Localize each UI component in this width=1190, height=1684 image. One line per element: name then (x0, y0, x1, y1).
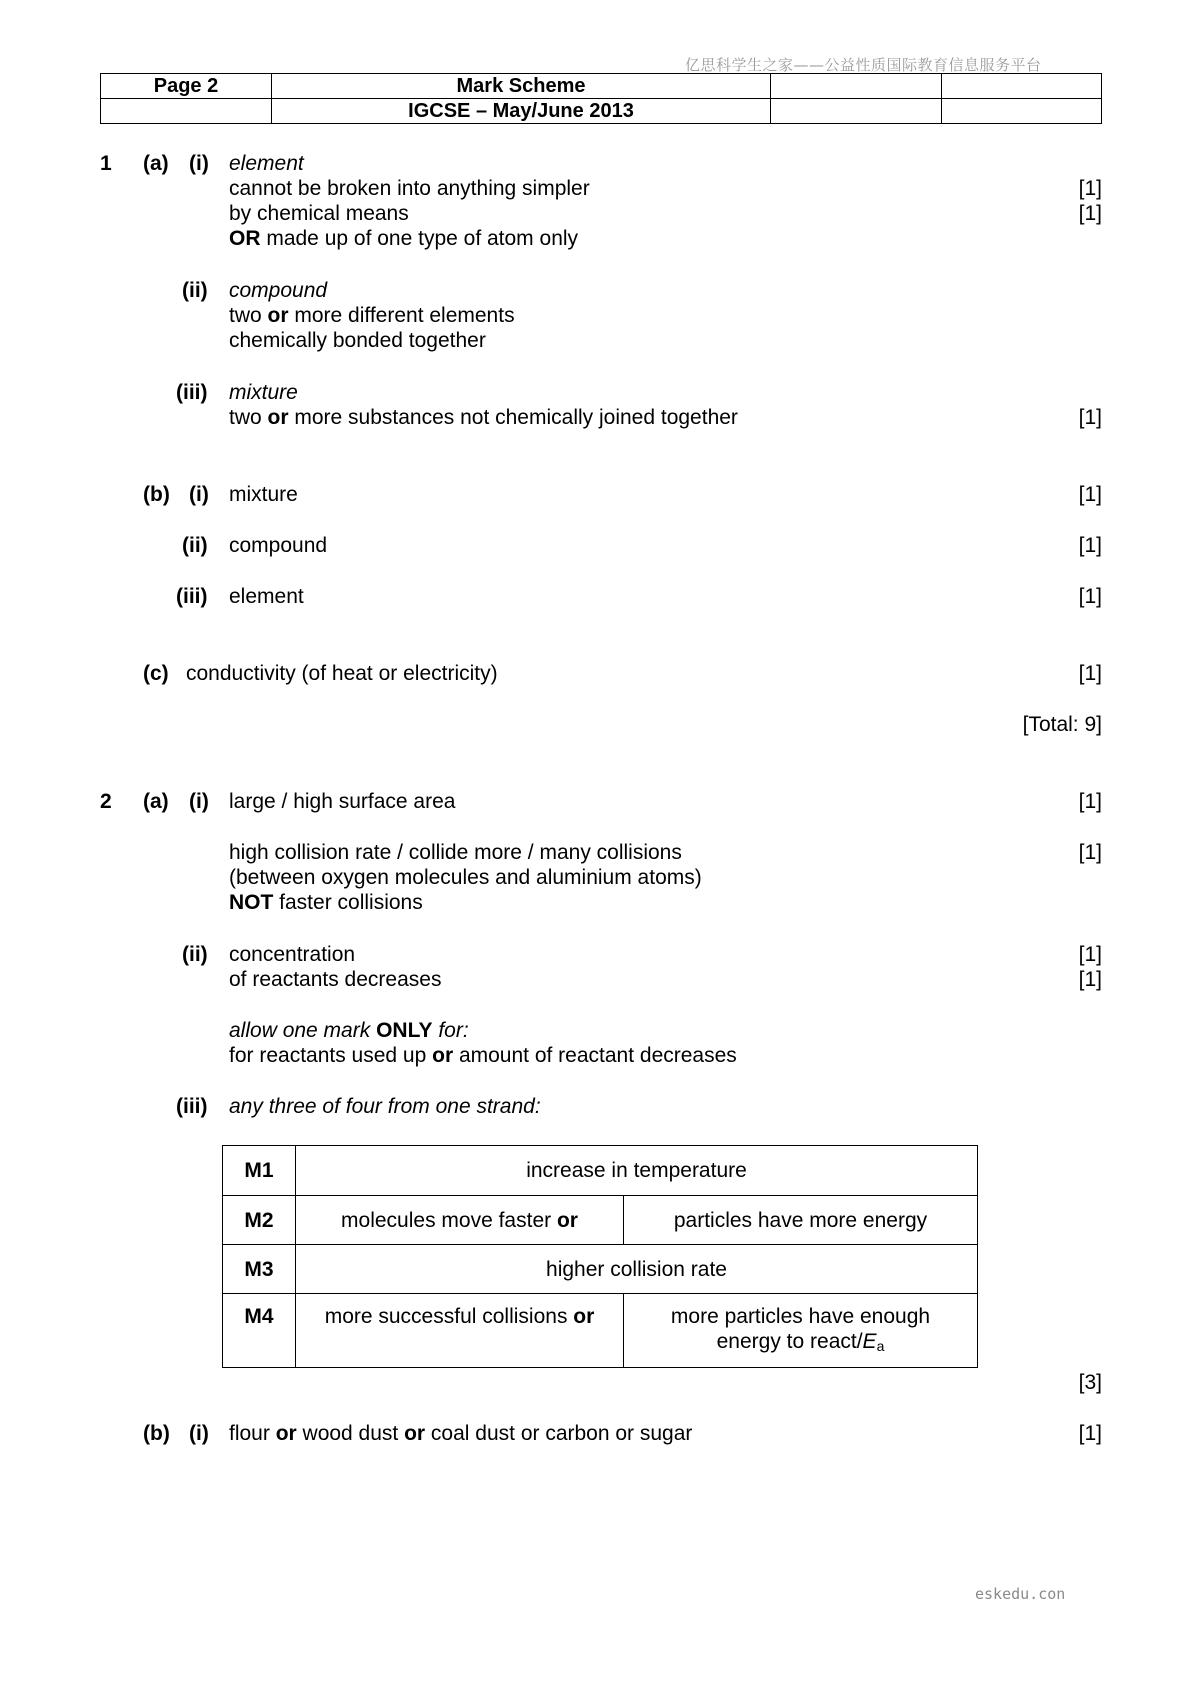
strand-m4-right (624, 1294, 978, 1368)
q2-a-ii-mark1: [1] (1078, 943, 1102, 966)
header-title: Mark Scheme (272, 74, 771, 99)
q2-a-ii-mark2: [1] (1078, 968, 1102, 991)
header-empty-3 (101, 99, 272, 124)
strand-m4-left: more successful collisions or (296, 1294, 624, 1368)
q1-a-iii-mark: [1] (1078, 406, 1102, 429)
strand-row-m4 (223, 1294, 978, 1368)
q2-number: 2 (100, 790, 112, 813)
q2-a-i-line2: high collision rate / collide more / many collisions (229, 841, 682, 864)
strand-m4-right-line2: energy to react/$E_a$ (716, 1330, 885, 1354)
q2-b-i-text: flour or wood dust or coal dust or carbon or sugar (229, 1422, 693, 1445)
q2-a-iii-intro: any three of four from one strand: (229, 1095, 541, 1118)
strand-table (222, 1145, 978, 1368)
strand-m3-text: higher collision rate (296, 1245, 978, 1294)
q1-b-i-label: (i) (189, 483, 209, 506)
q1-c-label: (c) (143, 662, 169, 685)
q1-a-iii-line1: two or more substances not chemically joined together (229, 406, 738, 429)
q1-b-ii-mark: [1] (1078, 534, 1102, 557)
q1-a-ii-term: compound (229, 279, 328, 302)
q1-a-i-line2: by chemical means (229, 202, 409, 225)
watermark-bottom: eskedu.con (975, 1585, 1066, 1603)
strand-m4-right-line1: more particles have enough (670, 1305, 931, 1328)
q2-a-iii-label: (iii) (176, 1095, 208, 1118)
q1-total: [Total: 9] (1022, 713, 1102, 736)
q2-a-ii-line2: of reactants decreases (229, 968, 442, 991)
q2-a-i-mark1: [1] (1078, 790, 1102, 813)
q1-b-i-text: mixture (229, 483, 298, 506)
q1-a-i-label: (i) (189, 152, 209, 175)
q2-a-i-line4: NOT faster collisions (229, 891, 423, 914)
strand-m1-label: M1 (223, 1146, 296, 1196)
q2-b-label: (b) (143, 1422, 170, 1445)
header-empty-5 (942, 99, 1102, 124)
strand-m2-right: particles have more energy (624, 1196, 978, 1245)
q2-a-label: (a) (143, 790, 169, 813)
q2-a-ii-line3: for reactants used up or amount of reactant decreases (229, 1044, 737, 1067)
q1-a-i-term: element (229, 152, 304, 175)
q1-b-i-mark: [1] (1078, 483, 1102, 506)
strand-row-m1 (223, 1146, 978, 1196)
header-empty-4 (771, 99, 942, 124)
q2-a-i-label: (i) (189, 790, 209, 813)
q1-a-ii-line1: two or more different elements (229, 304, 515, 327)
header-empty-1 (771, 74, 942, 99)
q1-a-i-mark1: [1] (1078, 177, 1102, 200)
q1-c-mark: [1] (1078, 662, 1102, 685)
q2-a-ii-label: (ii) (182, 943, 208, 966)
header-table (100, 73, 1102, 124)
q2-a-i-line1: large / high surface area (229, 790, 456, 813)
q2-a-i-line3: (between oxygen molecules and aluminium atoms) (229, 866, 702, 889)
strand-m4-label: M4 (223, 1294, 296, 1368)
q1-number: 1 (100, 152, 112, 175)
q2-a-iii-mark: [3] (1078, 1371, 1102, 1394)
header-empty-2 (942, 74, 1102, 99)
q2-a-ii-allow: allow one mark ONLY for: (229, 1019, 469, 1042)
q1-b-ii-text: compound (229, 534, 328, 557)
q1-a-iii-term: mixture (229, 381, 298, 404)
q1-b-ii-label: (ii) (182, 534, 208, 557)
q1-a-label: (a) (143, 152, 169, 175)
q1-c-text: conductivity (of heat or electricity) (186, 662, 498, 685)
q2-b-i-mark: [1] (1078, 1422, 1102, 1445)
q1-a-iii-label: (iii) (176, 381, 208, 404)
q1-a-i-mark2: [1] (1078, 202, 1102, 225)
q1-b-iii-text: element (229, 585, 304, 608)
q2-b-i-label: (i) (189, 1422, 209, 1445)
q1-a-ii-line2: chemically bonded together (229, 329, 486, 352)
q1-b-label: (b) (143, 483, 170, 506)
strand-row-m3 (223, 1245, 978, 1294)
q1-b-iii-label: (iii) (176, 585, 208, 608)
strand-m2-label: M2 (223, 1196, 296, 1245)
q2-a-i-mark2: [1] (1078, 841, 1102, 864)
strand-m1-text: increase in temperature (296, 1146, 978, 1196)
header-page: Page 2 (101, 74, 272, 99)
strand-row-m2 (223, 1196, 978, 1245)
q1-a-i-line1: cannot be broken into anything simpler (229, 177, 590, 200)
q1-b-iii-mark: [1] (1078, 585, 1102, 608)
header-exam: IGCSE – May/June 2013 (272, 99, 771, 124)
strand-m2-left: molecules move faster or (296, 1196, 624, 1245)
watermark-top: 亿思科学生之家——公益性质国际教育信息服务平台 (685, 56, 1042, 74)
q1-a-ii-label: (ii) (182, 279, 208, 302)
q2-a-ii-line1: concentration (229, 943, 356, 966)
q1-a-i-line3: OR made up of one type of atom only (229, 227, 579, 250)
strand-m3-label: M3 (223, 1245, 296, 1294)
